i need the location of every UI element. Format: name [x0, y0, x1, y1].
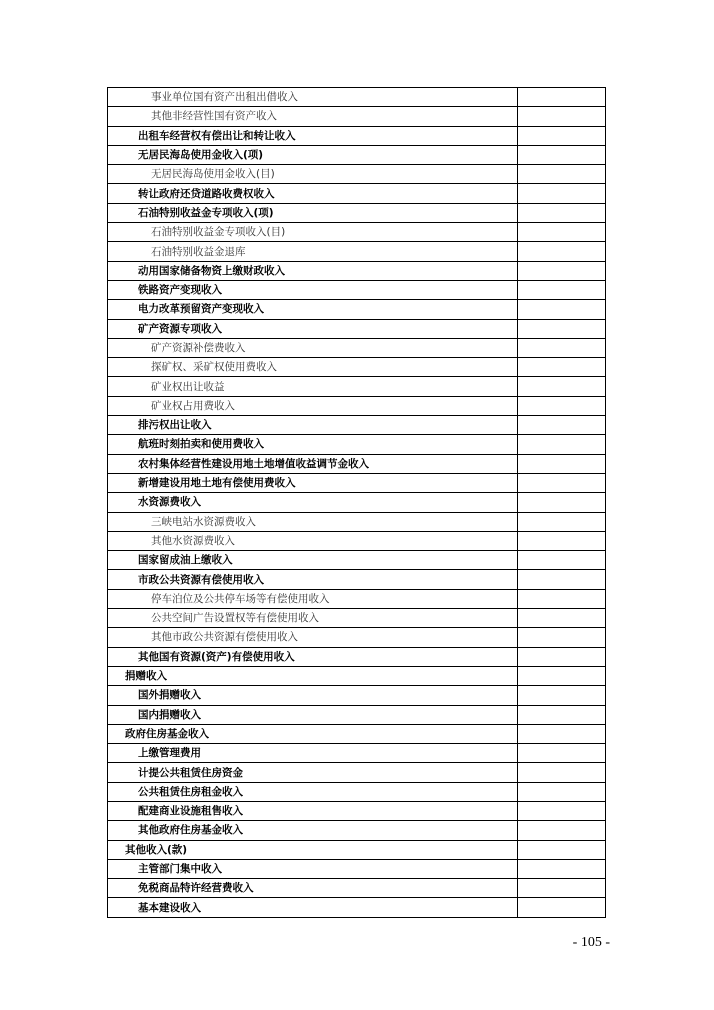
amount-cell	[518, 686, 606, 705]
table-row	[108, 570, 606, 589]
revenue-item-label: 市政公共资源有偿使用收入	[108, 570, 518, 589]
revenue-item-label: 主管部门集中收入	[108, 859, 518, 878]
revenue-item-label: 无居民海岛使用金收入(项)	[108, 145, 518, 164]
amount-cell	[518, 319, 606, 338]
table-row	[108, 338, 606, 357]
amount-cell	[518, 145, 606, 164]
amount-cell	[518, 223, 606, 242]
amount-cell	[518, 242, 606, 261]
revenue-item-label: 配建商业设施租售收入	[108, 801, 518, 820]
revenue-item-label: 免税商品特许经营费收入	[108, 879, 518, 898]
revenue-item-label: 矿业权出让收益	[108, 377, 518, 396]
revenue-item-label: 无居民海岛使用金收入(目)	[108, 165, 518, 184]
table-row	[108, 184, 606, 203]
table-row	[108, 319, 606, 338]
table-row	[108, 589, 606, 608]
amount-cell	[518, 589, 606, 608]
revenue-item-label: 石油特别收益金退库	[108, 242, 518, 261]
table-row	[108, 377, 606, 396]
table-row	[108, 628, 606, 647]
revenue-item-label: 铁路资产变现收入	[108, 280, 518, 299]
amount-cell	[518, 821, 606, 840]
table-row	[108, 300, 606, 319]
amount-cell	[518, 454, 606, 473]
amount-cell	[518, 184, 606, 203]
table-row	[108, 551, 606, 570]
amount-cell	[518, 570, 606, 589]
table-body	[108, 88, 606, 918]
amount-cell	[518, 859, 606, 878]
table-row	[108, 454, 606, 473]
amount-cell	[518, 705, 606, 724]
amount-cell	[518, 107, 606, 126]
amount-cell	[518, 396, 606, 415]
amount-cell	[518, 126, 606, 145]
revenue-item-label: 水资源费收入	[108, 493, 518, 512]
amount-cell	[518, 377, 606, 396]
table-row	[108, 396, 606, 415]
table-row	[108, 145, 606, 164]
revenue-item-label: 矿产资源专项收入	[108, 319, 518, 338]
table-row	[108, 801, 606, 820]
amount-cell	[518, 801, 606, 820]
revenue-item-label: 排污权出让收入	[108, 416, 518, 435]
table-row	[108, 107, 606, 126]
table-row	[108, 126, 606, 145]
amount-cell	[518, 724, 606, 743]
amount-cell	[518, 416, 606, 435]
amount-cell	[518, 88, 606, 107]
amount-cell	[518, 493, 606, 512]
table-row	[108, 686, 606, 705]
revenue-item-label: 其他国有资源(资产)有偿使用收入	[108, 647, 518, 666]
revenue-item-label: 动用国家储备物资上缴财政收入	[108, 261, 518, 280]
table-row	[108, 531, 606, 550]
amount-cell	[518, 879, 606, 898]
table-row	[108, 493, 606, 512]
table-row	[108, 647, 606, 666]
revenue-item-label: 石油特别收益金专项收入(项)	[108, 203, 518, 222]
table-row	[108, 435, 606, 454]
amount-cell	[518, 531, 606, 550]
amount-cell	[518, 840, 606, 859]
table-row	[108, 203, 606, 222]
table-row	[108, 724, 606, 743]
revenue-item-label: 上缴管理费用	[108, 744, 518, 763]
table-row	[108, 763, 606, 782]
amount-cell	[518, 763, 606, 782]
table-row	[108, 473, 606, 492]
revenue-item-label: 矿产资源补偿费收入	[108, 338, 518, 357]
revenue-item-label: 新增建设用地土地有偿使用费收入	[108, 473, 518, 492]
revenue-item-label: 其他非经营性国有资产收入	[108, 107, 518, 126]
table-row	[108, 840, 606, 859]
revenue-item-label: 捐赠收入	[108, 666, 518, 685]
amount-cell	[518, 203, 606, 222]
revenue-item-label: 基本建设收入	[108, 898, 518, 917]
table-row	[108, 512, 606, 531]
revenue-classification-table	[107, 87, 606, 918]
table-row	[108, 859, 606, 878]
revenue-item-label: 计提公共租赁住房资金	[108, 763, 518, 782]
amount-cell	[518, 280, 606, 299]
table-row	[108, 898, 606, 917]
amount-cell	[518, 261, 606, 280]
amount-cell	[518, 551, 606, 570]
revenue-item-label: 石油特别收益金专项收入(目)	[108, 223, 518, 242]
table-row	[108, 223, 606, 242]
amount-cell	[518, 435, 606, 454]
amount-cell	[518, 473, 606, 492]
revenue-item-label: 航班时刻拍卖和使用费收入	[108, 435, 518, 454]
amount-cell	[518, 165, 606, 184]
revenue-item-label: 矿业权占用费收入	[108, 396, 518, 415]
revenue-item-label: 公共空间广告设置权等有偿使用收入	[108, 609, 518, 628]
table-row	[108, 88, 606, 107]
amount-cell	[518, 647, 606, 666]
revenue-item-label: 探矿权、采矿权使用费收入	[108, 358, 518, 377]
table-row	[108, 165, 606, 184]
revenue-item-label: 转让政府还贷道路收费权收入	[108, 184, 518, 203]
table-row	[108, 416, 606, 435]
table-row	[108, 280, 606, 299]
revenue-item-label: 国内捐赠收入	[108, 705, 518, 724]
table-row	[108, 666, 606, 685]
revenue-item-label: 事业单位国有资产出租出借收入	[108, 88, 518, 107]
revenue-item-label: 三峡电站水资源费收入	[108, 512, 518, 531]
amount-cell	[518, 628, 606, 647]
amount-cell	[518, 782, 606, 801]
amount-cell	[518, 666, 606, 685]
table-row	[108, 705, 606, 724]
revenue-item-label: 农村集体经营性建设用地土地增值收益调节金收入	[108, 454, 518, 473]
revenue-item-label: 政府住房基金收入	[108, 724, 518, 743]
revenue-item-label: 电力改革预留资产变现收入	[108, 300, 518, 319]
revenue-item-label: 国外捐赠收入	[108, 686, 518, 705]
revenue-item-label: 停车泊位及公共停车场等有偿使用收入	[108, 589, 518, 608]
table-row	[108, 821, 606, 840]
revenue-item-label: 其他水资源费收入	[108, 531, 518, 550]
amount-cell	[518, 512, 606, 531]
amount-cell	[518, 358, 606, 377]
table-row	[108, 609, 606, 628]
amount-cell	[518, 338, 606, 357]
revenue-item-label: 公共租赁住房租金收入	[108, 782, 518, 801]
amount-cell	[518, 609, 606, 628]
revenue-item-label: 出租车经营权有偿出让和转让收入	[108, 126, 518, 145]
table-row	[108, 358, 606, 377]
amount-cell	[518, 300, 606, 319]
page-number: - 105 -	[572, 935, 610, 950]
table-row	[108, 879, 606, 898]
table-row	[108, 744, 606, 763]
revenue-item-label: 其他市政公共资源有偿使用收入	[108, 628, 518, 647]
amount-cell	[518, 744, 606, 763]
revenue-item-label: 其他政府住房基金收入	[108, 821, 518, 840]
table-row	[108, 242, 606, 261]
amount-cell	[518, 898, 606, 917]
revenue-item-label: 其他收入(款)	[108, 840, 518, 859]
table-row	[108, 782, 606, 801]
revenue-item-label: 国家留成油上缴收入	[108, 551, 518, 570]
table-row	[108, 261, 606, 280]
